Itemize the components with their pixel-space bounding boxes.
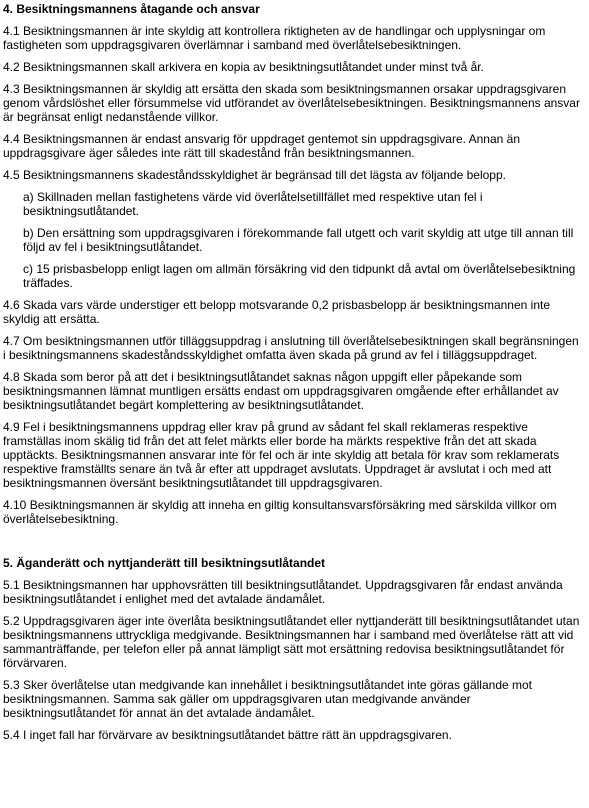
paragraph-4-2: 4.2 Besiktningsmannen skall arkivera en kopia av besiktningsutlåtandet under minst två år. [3, 60, 484, 74]
paragraph-5-2: 5.2 Uppdragsgivaren äger inte överlåta besiktningsutlåtandet eller nyttjanderätt till besiktningsutlåtandet utan besiktningsmannens uttryckliga medgivande. Besiktningsmannen har i samband med överlåtelse rätt att vid sammanträffande, per telefon eller på annat lämpligt sätt mot ersättning redovisa besiktningsutlåtandet för förvärvaren. [3, 614, 580, 670]
paragraph-4-8: 4.8 Skada som beror på att det i besiktningsutlåtandet saknas någon uppgift eller påpekande som besiktningsmannen lämnat muntligen ersätts endast om uppdragsgivaren omgående efter erhållandet av besiktningsutlåtandet begärt komplettering av besiktningsutlåtandet. [3, 370, 559, 412]
paragraph-4-1: 4.1 Besiktningsmannen är inte skyldig att kontrollera riktigheten av de handlingar och upplysningar om fastigheten som uppdragsgivaren överlämnar i samband med överlåtelsebesiktningen. [3, 24, 546, 52]
section-5-heading: 5. Äganderätt och nyttjanderätt till besiktningsutlåtandet [3, 556, 326, 570]
subparagraph-b: b) Den ersättning som uppdragsgivaren i förekommande fall utgett och varit skyldig att utge till annan till följd av fel i besiktningsutlåtandet. [23, 226, 574, 254]
paragraph-4-9: 4.9 Fel i besiktningsmannens uppdrag eller krav på grund av sådant fel skall reklameras respektive framställas inom skälig tid från det att felet märkts eller borde ha märkts respektive från det att skada upptäckts. Besiktningsmannen ansvarar inte för fel och är inte skyldig att betala för krav som reklamerats respektive framställts senare än två år efter att uppdraget avslutats. Uppdraget är avslutat i och med att besiktningsmannen översänt besiktningsutlåtandet till uppdragsgivaren. [3, 420, 560, 490]
paragraph-4-5: 4.5 Besiktningsmannens skadeståndsskyldighet är begränsad till det lägsta av följande belopp. [3, 168, 506, 182]
subparagraph-a: a) Skillnaden mellan fastighetens värde vid överlåtelsetillfället med respektive utan fel i besiktningsutlåtandet. [23, 190, 483, 218]
paragraph-4-3: 4.3 Besiktningsmannen är skyldig att ersätta den skada som besiktningsmannen orsakar uppdragsgivaren genom vårdslöshet eller försummelse vid utförandet av överlåtelsebesiktningen. Besiktningsmannens ansvar är begränsat enligt nedanstående villkor. [3, 82, 580, 124]
subparagraph-c: c) 15 prisbasbelopp enligt lagen om allmän försäkring vid den tidpunkt då avtal om överlåtelsebesiktning träffades. [23, 262, 576, 290]
paragraph-5-4: 5.4 I inget fall har förvärvare av besiktningsutlåtandet bättre rätt än uppdragsgivaren. [3, 728, 452, 742]
paragraph-4-7: 4.7 Om besiktningsmannen utför tilläggsuppdrag i anslutning till överlåtelsebesiktningen skall begränsningen i besiktningsmannens skadeståndsskyldighet omfatta även skada på grund av fel i tilläggsuppdraget. [3, 334, 579, 362]
paragraph-4-6: 4.6 Skada vars värde understiger ett belopp motsvarande 0,2 prisbasbelopp är besiktningsmannen inte skyldig att ersätta. [3, 298, 551, 326]
paragraph-5-3: 5.3 Sker överlåtelse utan medgivande kan innehållet i besiktningsutlåtandet inte göras gällande mot besiktningsmannen. Samma sak gäller om uppdragsgivaren utan medgivande använder besiktningsutlåtandet för annat än det avtalade ändamålet. [3, 678, 533, 720]
paragraph-5-1: 5.1 Besiktningsmannen har upphovsrätten till besiktningsutlåtandet. Uppdragsgivaren får endast använda besiktningsutlåtandet i enlighet med det avtalade ändamålet. [3, 578, 563, 606]
paragraph-4-4: 4.4 Besiktningsmannen är endast ansvarig för uppdraget gentemot sin uppdragsgivare. Annan än uppdragsgivare äger således inte rätt till skadestånd från besiktningsmannen. [3, 132, 521, 160]
paragraph-4-10: 4.10 Besiktningsmannen är skyldig att inneha en giltig konsultansvarsförsäkring med särskilda villkor om överlåtelsebesiktning. [3, 498, 557, 526]
section-4-heading: 4. Besiktningsmannens åtagande och ansvar [3, 2, 260, 16]
